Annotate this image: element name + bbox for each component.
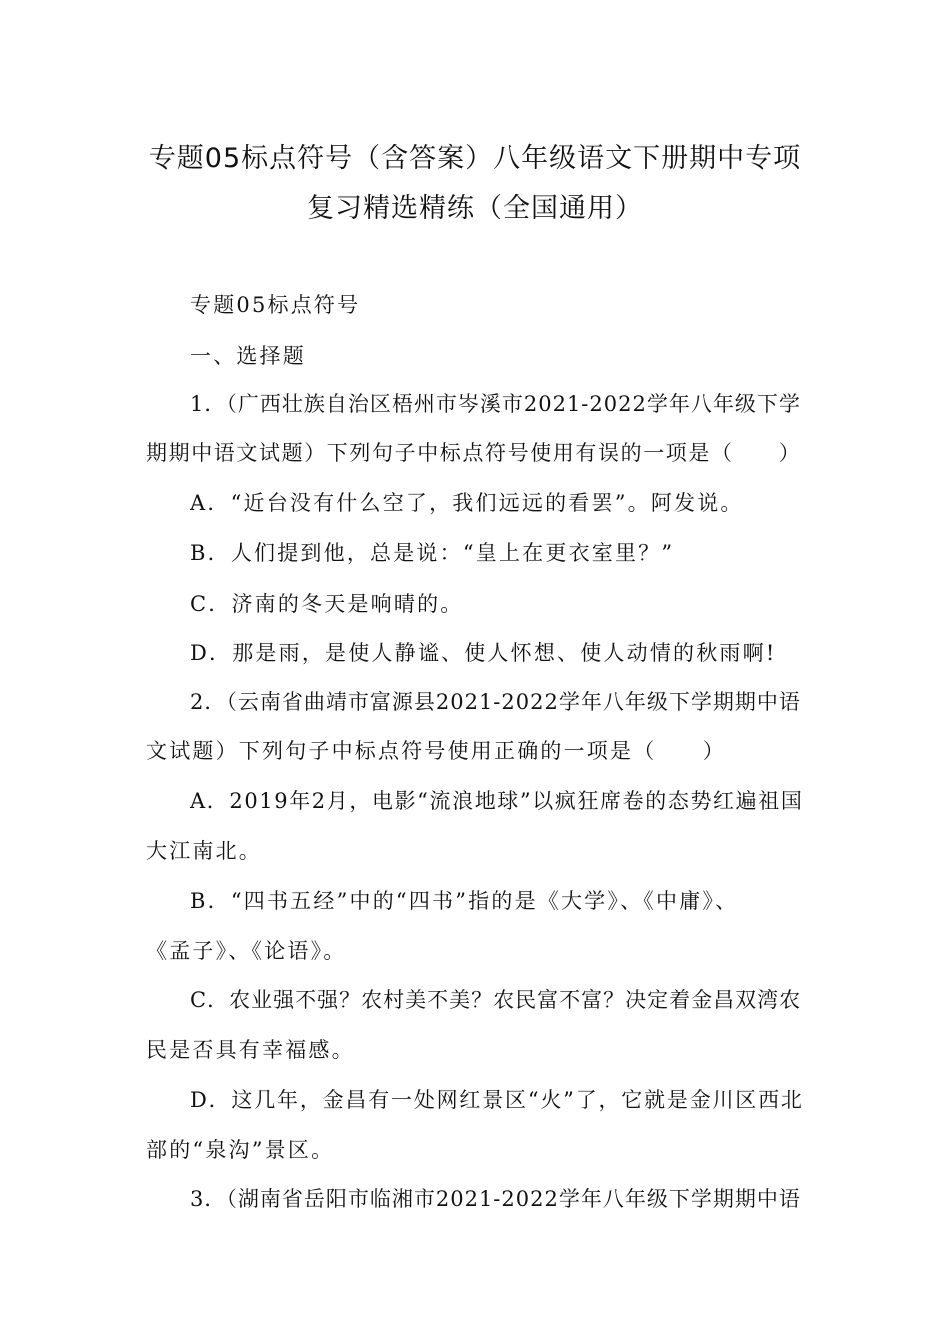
question-1-stem: 1．（广西壮族自治区梧州市岑溪市2021-2022学年八年级下学	[190, 392, 801, 416]
subsection-heading: 一、选择题	[190, 344, 306, 368]
question-2-option-b-cont: 《孟子》、《论语》。	[146, 939, 347, 963]
question-2-option-d-cont: 部的“泉沟”景区。	[146, 1138, 335, 1162]
question-2-option-c: C．农业强不强？农村美不美？农民富不富？决定着金昌双湾农	[190, 988, 802, 1012]
question-2-option-c-cont: 民是否具有幸福感。	[146, 1038, 355, 1062]
question-1-stem-cont: 期期中语文试题）下列句子中标点符号使用有误的一项是（ ）	[146, 441, 802, 465]
question-2-stem: 2．（云南省曲靖市富源县2021-2022学年八年级下学期期中语	[190, 690, 801, 714]
question-2-option-a-cont: 大江南北。	[146, 839, 262, 863]
question-2-option-a: A．2019年2月，电影“流浪地球”以疯狂席卷的态势红遍祖国	[190, 789, 804, 813]
question-1-option-a: A．“近台没有什么空了，我们远远的看罢”。阿发说。	[190, 491, 744, 515]
section-heading: 专题05标点符号	[190, 293, 361, 317]
question-3-stem: 3．（湖南省岳阳市临湘市2021-2022学年八年级下学期期中语	[190, 1187, 801, 1211]
question-2-option-d: D．这几年，金昌有一处网红景区“火”了，它就是金川区西北	[190, 1088, 804, 1112]
document-title-line-2: 复习精选精练（全国通用）	[307, 193, 643, 224]
document-title-line-1: 专题05标点符号（含答案）八年级语文下册期中专项	[148, 143, 802, 174]
question-2-option-b: B．“四书五经”中的“四书”指的是《大学》、《中庸》、	[190, 889, 739, 913]
question-1-option-b: B．人们提到他，总是说：“皇上在更衣室里？”	[190, 541, 675, 565]
question-1-option-d: D．那是雨，是使人静谧、使人怀想、使人动情的秋雨啊!	[190, 641, 777, 665]
question-1-option-c: C．济南的冬天是响晴的。	[190, 592, 464, 616]
question-2-stem-cont: 文试题）下列句子中标点符号使用正确的一项是（ ）	[146, 739, 726, 763]
